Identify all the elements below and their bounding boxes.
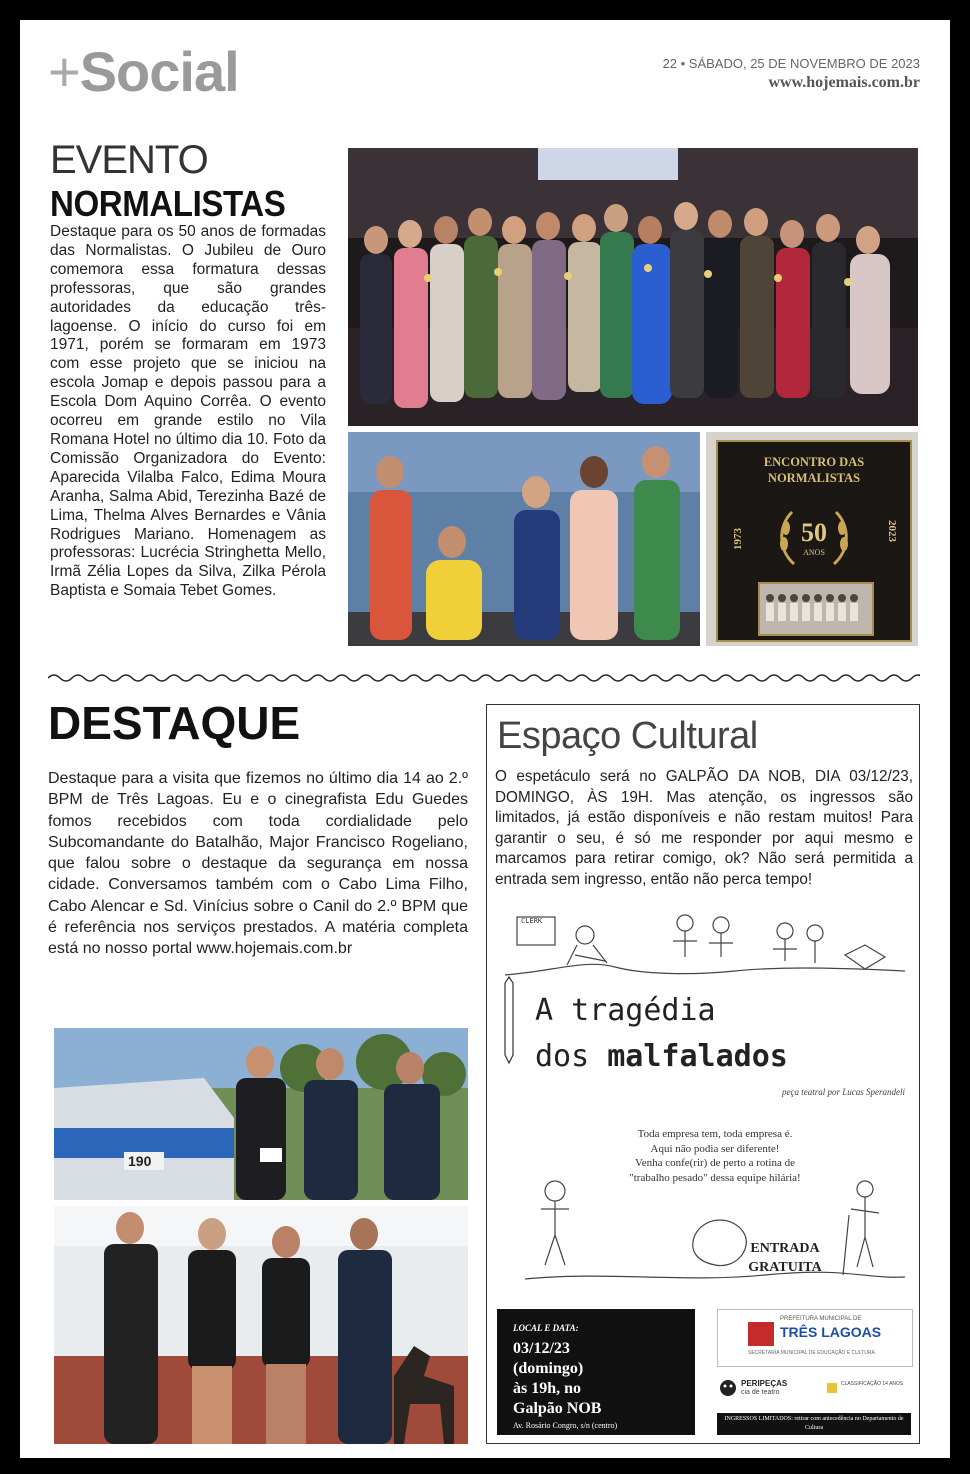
evento-body: Destaque para os 50 anos de formadas das Normalistas. O Jubileu de Ouro comemora essa formatura dessas professoras, que são grandes autoridades da educação três-lagoense. O início do curso foi em 1971, porém se formaram em 1973 com esse projeto que se iniciou na escola Jomap e depois passou para a Escola Dom Aquino Corrêa. O evento ocorreu em grande estilo no Vila Romana Hotel no último dia 10. Foto da Comissão Organizadora do Evento: Aparecida Vilalba Falco, Edima Moura Aranha, Salma Abid, Terezinha Bazé de Lima, Thelma Alves Bernardes e Vânia Rodrigues Mariano. Homenagem as professoras: Lucrécia Stringhetta Mello, Irmã Zélia Lopes da Silva, Zilka Pérola Baptista e Somaia Tebet Gomes. <box>50 223 326 600</box>
group-photo-illustration <box>348 148 918 426</box>
canil-team-photo-illustration <box>54 1206 468 1444</box>
city-flag-icon <box>748 1322 774 1346</box>
date-line-3: às 19h, no <box>513 1380 582 1397</box>
espaco-cultural-box <box>486 704 920 1444</box>
plaque-class-photo <box>758 582 874 636</box>
date-line-1: 03/12/23 <box>513 1340 570 1357</box>
plaque-anos: ANOS <box>803 548 825 557</box>
play-credit: peça teatral por Lucas Sperandeli <box>782 1087 905 1097</box>
workers-sketch-illustration <box>525 1175 905 1285</box>
plaque <box>716 440 912 642</box>
date-box <box>497 1309 695 1435</box>
section-masthead <box>48 42 239 102</box>
venue: Galpão NOB <box>513 1400 602 1417</box>
website-link[interactable]: www.hojemais.com.br <box>768 74 920 91</box>
peripecas-name: PERIPEÇAS <box>741 1379 788 1388</box>
evento-kicker: EVENTO <box>50 138 208 182</box>
city-secretariat: SECRETARIA MUNICIPAL DE EDUCAÇÃO E CULTURA <box>748 1350 875 1356</box>
class-photo-illustration <box>760 584 868 630</box>
evento-title: NORMALISTAS <box>50 183 286 224</box>
rating-text: CLASSIFICAÇÃO 14 ANOS <box>841 1381 904 1387</box>
destaque-body: Destaque para a visita que fizemos no último dia 14 ao 2.º BPM de Três Lagoas. Eu e o cinegrafista Edu Guedes fomos recebidos com toda cordialidade pelo Subcomandante do Batalhão, Major Francisco Rogeliano, que falou sobre o destaque da segurança em nossa cidade. Conversamos também com o Cabo Lima Filho, Cabo Alencar e Sd. Vinícius sobre o Canil do 2.º BPM que é referência nos serviços prestados. A matéria completa está no nosso portal www.hojemais.com.br <box>48 770 468 958</box>
clerk-sign: CLERK <box>521 917 543 925</box>
destaque-title: DESTAQUE <box>48 697 301 749</box>
play-poster <box>495 905 911 1435</box>
peripecas-sub: cia de teatro <box>741 1389 780 1396</box>
masthead-section-name: Social <box>79 40 239 103</box>
play-tagline: Toda empresa tem, toda empresa é. Aqui não podia ser diferente! Venha confe(rir) de perto a rotina de "trabalho pesado" dessa equipe hilária! <box>629 1128 801 1184</box>
city-logo-box <box>717 1309 913 1367</box>
date-line-2: (domingo) <box>513 1360 584 1377</box>
espaco-cultural-body: O espetáculo será no GALPÃO DA NOB, DIA 03/12/23, DOMINGO, ÀS 19H. Mas atenção, os ingressos são limitados, já estão disponíveis e não restam muitos! Para garantir o seu, é só me responder por aqui mesmo e marcamos para retirar comigo, ok? Não será permitida a entrada sem ingresso, então não perca tempo! <box>495 768 913 888</box>
plaque-photo <box>706 432 918 646</box>
car-number: 190 <box>128 1153 152 1169</box>
sponsor-logos <box>717 1375 911 1405</box>
plaque-heading <box>718 454 910 486</box>
police-car-photo <box>54 1028 468 1200</box>
espaco-cultural-title: Espaço Cultural <box>497 715 758 757</box>
entrada-gratuita: ENTRADA GRATUITA <box>748 1241 822 1275</box>
play-title-dos: dos <box>535 1039 590 1074</box>
normalistas-group-photo <box>348 148 918 426</box>
play-title-malfalados: malfalados <box>607 1039 788 1074</box>
rating-icon <box>827 1383 837 1393</box>
commission-photo-illustration <box>348 432 700 646</box>
ingressos-note: INGRESSOS LIMITADOS: retirar com antecedência no Departamento de Cultura <box>717 1413 911 1435</box>
city-name: TRÊS LAGOAS <box>780 1324 882 1340</box>
commission-photo <box>348 432 700 646</box>
play-title-line-2 <box>535 1039 788 1074</box>
wavy-divider <box>48 670 920 686</box>
theater-mask-icon <box>719 1379 737 1397</box>
plaque-line-1: ENCONTRO DAS <box>763 455 865 469</box>
play-title-line-1: A tragédia <box>535 993 716 1028</box>
date-lines <box>513 1339 601 1419</box>
office-sketch-illustration <box>495 905 911 991</box>
canil-team-photo <box>54 1206 468 1444</box>
pen-icon <box>501 975 517 1065</box>
dateline: 22 • SÁBADO, 25 DE NOVEMBRO DE 2023 <box>662 56 920 71</box>
plaque-line-2: NORMALISTAS <box>767 471 861 485</box>
plaque-year-start: 1973 <box>732 528 744 550</box>
address: Av. Rosário Congro, s/n (centro) <box>513 1421 618 1430</box>
local-label: LOCAL E DATA: <box>513 1323 579 1333</box>
masthead-plus: + <box>48 40 80 103</box>
police-car-photo-illustration <box>54 1028 468 1200</box>
plaque-year-end: 2023 <box>886 520 898 542</box>
newspaper-page <box>20 20 950 1458</box>
city-prefix: PREFEITURA MUNICIPAL DE <box>780 1316 862 1322</box>
plaque-number: 50 <box>801 518 827 547</box>
